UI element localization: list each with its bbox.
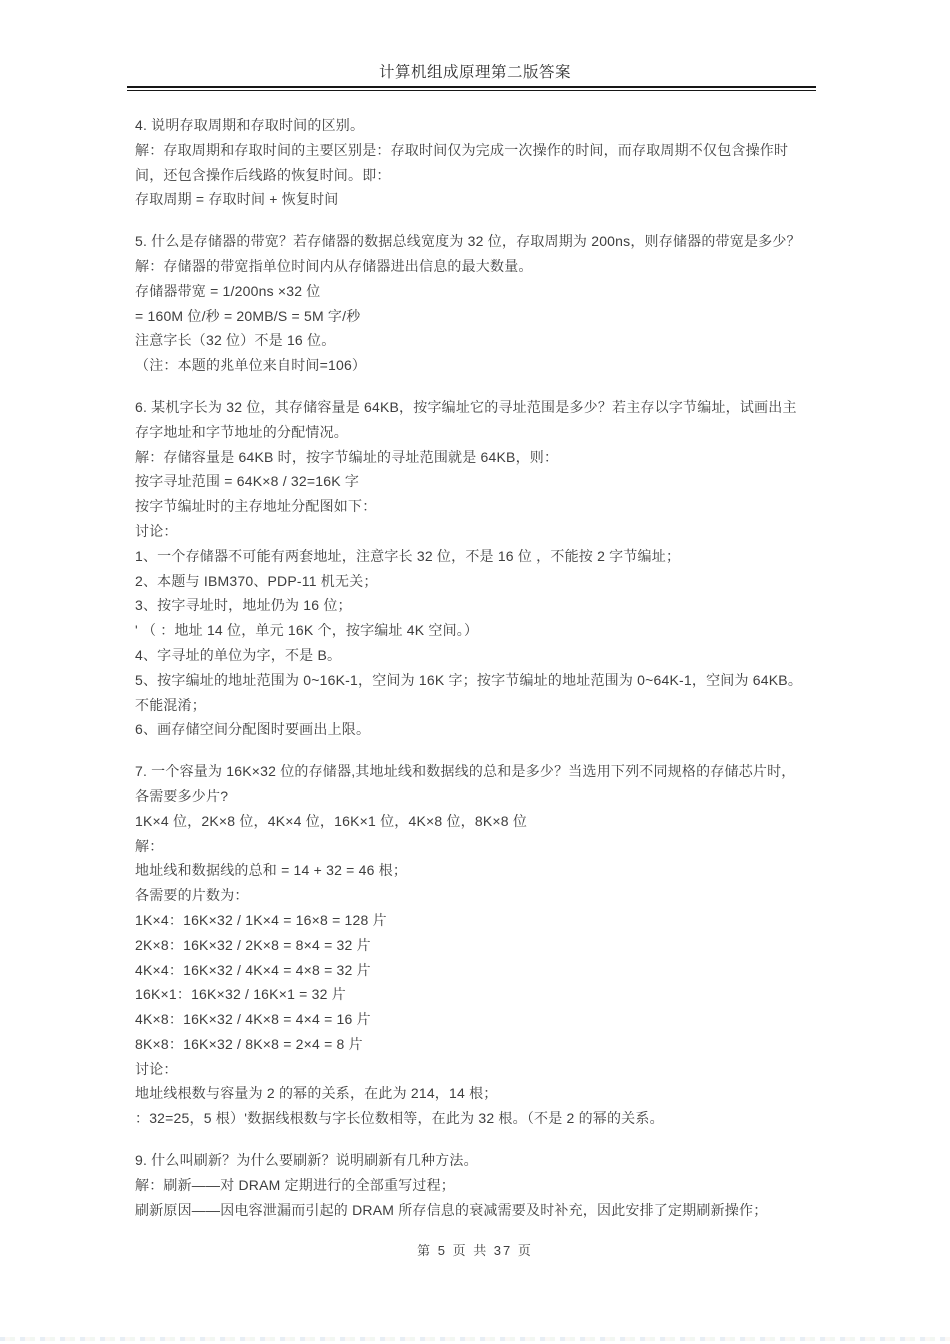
text-line: 2K×8：16K×32 / 2K×8 = 8×4 = 32 片 — [135, 936, 371, 953]
text-line: 4、字寻址的单位为字，不是 B。 — [135, 646, 342, 663]
paragraph — [135, 229, 835, 378]
text-line: 16K×1：16K×32 / 16K×1 = 32 片 — [135, 986, 346, 1003]
text-line: 9. 什么叫刷新？为什么要刷新？说明刷新有几种方法。 — [135, 1152, 478, 1169]
text-line: ：32=25，5 根）'数据线根数与字长位数相等，在此为 32 根。（不是 2 的幂的关系。 — [135, 1110, 664, 1127]
text-line: = 160M 位/秒 = 20MB/S = 5M 字/秒 — [135, 307, 361, 324]
text-line: 7. 一个容量为 16K×32 位的存储器,其地址线和数据线的总和是多少？当选用下列不同规格的存储芯片时， — [135, 763, 796, 780]
text-line: 4K×8：16K×32 / 4K×8 = 4×4 = 16 片 — [135, 1011, 371, 1028]
text-line: 解： — [135, 837, 164, 854]
text-line: 存储器带宽 = 1/200ns ×32 位 — [135, 282, 321, 299]
paragraph — [135, 395, 835, 742]
text-line: （注：本题的兆单位来自时间=106） — [135, 357, 367, 374]
text-line: 不能混淆； — [135, 696, 206, 713]
text-line: 5. 什么是存储器的带宽？若存储器的数据总线宽度为 32 位，存取周期为 200ns，则存储器的带宽是多少？ — [135, 233, 801, 250]
text-line: 1K×4：16K×32 / 1K×4 = 16×8 = 128 片 — [135, 911, 387, 928]
text-line: 1K×4 位，2K×8 位，4K×4 位，16K×1 位，4K×8 位，8K×8 位 — [135, 812, 528, 829]
text-line: 解：存储器的带宽指单位时间内从存储器进出信息的最大数量。 — [135, 257, 533, 274]
text-line: 2、本题与 IBM370、PDP-11 机无关； — [135, 572, 378, 589]
text-line: 地址线根数与容量为 2 的幂的关系，在此为 214，14 根； — [135, 1085, 498, 1102]
text-line: 各需要的片数为： — [135, 887, 249, 904]
text-line: 存取周期 = 存取时间 + 恢复时间 — [135, 191, 339, 208]
text-line: 4. 说明存取周期和存取时间的区别。 — [135, 117, 365, 133]
text-line: 刷新原因——因电容泄漏而引起的 DRAM 所存信息的衰减需要及时补充，因此安排了定期刷新操作； — [135, 1201, 768, 1218]
page-title: 计算机组成原理第二版答案 — [378, 64, 571, 81]
text-line: 注意字长（32 位）不是 16 位。 — [135, 332, 336, 349]
text-line: 6. 某机字长为 32 位，其存储容量是 64KB，按字编址它的寻址范围是多少？若主存以字节编址，试画出主 — [135, 398, 797, 415]
text-line: 地址线和数据线的总和 = 14 + 32 = 46 根； — [135, 862, 408, 879]
paragraph — [135, 1148, 835, 1222]
text-line: 1、一个存储器不可能有两套地址，注意字长 32 位，不是 16 位 ，不能按 2 字节编址； — [135, 547, 681, 564]
text-line: 各需要多少片? — [135, 787, 229, 804]
text-line: 解：存储容量是 64KB 时，按字节编址的寻址范围就是 64KB，则： — [135, 448, 559, 465]
page-number: 第 5 页 共 37 页 — [417, 1243, 533, 1258]
text-line: 按字寻址范围 = 64K×8 / 32=16K 字 — [135, 473, 360, 490]
text-line: 3、按字寻址时，地址仍为 16 位； — [135, 597, 352, 614]
document-body — [135, 113, 835, 1222]
paragraph — [135, 113, 835, 212]
text-line: 讨论： — [135, 1060, 178, 1077]
text-line: 4K×4：16K×32 / 4K×4 = 4×8 = 32 片 — [135, 961, 371, 978]
text-line: 解：刷新——对 DRAM 定期进行的全部重写过程； — [135, 1176, 455, 1193]
text-line: 讨论： — [135, 522, 178, 539]
text-line: 解：存取周期和存取时间的主要区别是：存取时间仅为完成一次操作的时间，而存取周期不仅包含操作时 — [135, 141, 789, 158]
paragraph — [135, 759, 835, 1131]
text-line: 8K×8：16K×32 / 8K×8 = 2×4 = 8 片 — [135, 1035, 363, 1052]
text-line: 按字节编址时的主存地址分配图如下： — [135, 498, 377, 515]
text-line: ' （ ：地址 14 位，单元 16K 个，按字编址 4K 空间。） — [135, 622, 479, 639]
text-line: 6、画存储空间分配图时要画出上限。 — [135, 721, 371, 738]
text-line: 间，还包含操作后线路的恢复时间。即： — [135, 166, 391, 183]
text-line: 存字地址和字节地址的分配情况。 — [135, 423, 348, 440]
next-page-text-sliver — [0, 1337, 950, 1341]
header-divider — [127, 86, 816, 91]
text-line: 5、按字编址的地址范围为 0~16K-1，空间为 16K 字；按字节编址的地址范围为 0~64K-1，空间为 64KB。 — [135, 671, 803, 688]
